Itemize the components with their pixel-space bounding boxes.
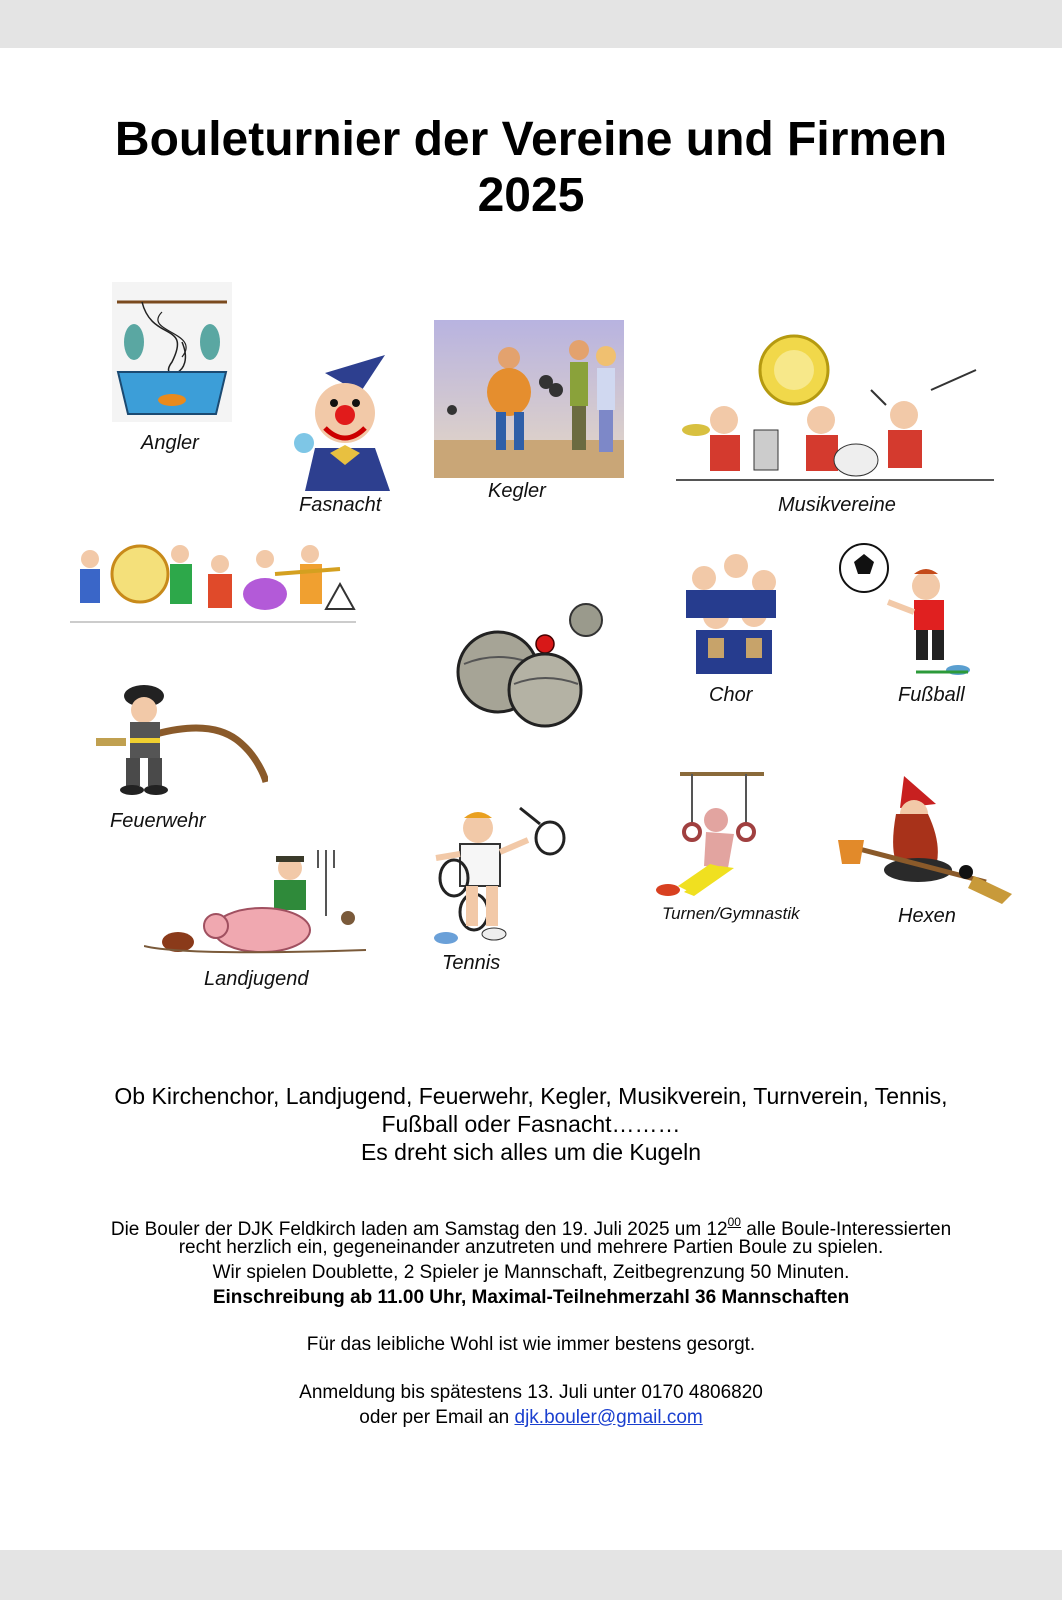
signup-email-prefix: oder per Email an bbox=[359, 1407, 515, 1428]
details-line-2: recht herzlich ein, gegeneinander anzutreten und mehrere Partien Boule zu spielen. bbox=[178, 1237, 884, 1258]
caption-landjugend: Landjugend bbox=[204, 968, 309, 990]
intro-line-1: Ob Kirchenchor, Landjugend, Feuerwehr, Kegler, Musikverein, Turnverein, Tennis, bbox=[114, 1083, 948, 1109]
turnen-illustration bbox=[654, 768, 766, 900]
flyer-title: Bouleturnier der Vereine und Firmen bbox=[114, 113, 948, 166]
caption-kegler: Kegler bbox=[488, 480, 546, 502]
angler-illustration bbox=[112, 282, 232, 422]
caption-feuerwehr: Feuerwehr bbox=[110, 810, 206, 832]
hexen-illustration bbox=[836, 768, 1012, 904]
feuerwehr-illustration bbox=[96, 678, 268, 798]
time-minutes: 00 bbox=[727, 1215, 741, 1229]
landjugend-illustration bbox=[144, 846, 366, 964]
signup-email-line bbox=[0, 1405, 1062, 1430]
intro-line-2: Fußball oder Fasnacht……… bbox=[381, 1111, 681, 1137]
caption-musikvereine: Musikvereine bbox=[778, 494, 896, 516]
intro-line-3: Es dreht sich alles um die Kugeln bbox=[360, 1139, 702, 1165]
details-line-1-start: Die Bouler der DJK Feldkirch laden am Samstag den 19. Juli 2025 um 12 bbox=[110, 1219, 728, 1240]
caption-tennis: Tennis bbox=[442, 952, 501, 974]
caption-fasnacht: Fasnacht bbox=[299, 494, 382, 516]
chor-illustration bbox=[678, 548, 782, 676]
email-link[interactable]: djk.bouler@gmail.com bbox=[514, 1407, 703, 1428]
catering-note: Für das leibliche Wohl ist wie immer bestens gesorgt. bbox=[306, 1334, 756, 1355]
signup-deadline: Anmeldung bis spätestens 13. Juli unter 0170 4806820 bbox=[299, 1382, 763, 1403]
caption-turnen: Turnen/Gymnastik bbox=[662, 904, 800, 923]
tennis-illustration bbox=[410, 800, 574, 948]
marching-band-illustration bbox=[70, 514, 356, 626]
details-line-3: Wir spielen Doublette, 2 Spieler je Mannschaft, Zeitbegrenzung 50 Minuten. bbox=[212, 1262, 850, 1283]
caption-chor: Chor bbox=[709, 684, 753, 706]
boule-balls-illustration bbox=[450, 580, 610, 730]
musikvereine-illustration bbox=[676, 330, 994, 486]
caption-hexen: Hexen bbox=[898, 905, 956, 927]
registration-note-text: Einschreibung ab 11.00 Uhr, Maximal-Teilnehmerzahl 36 Mannschaften bbox=[212, 1287, 850, 1308]
flyer-year: 2025 bbox=[477, 169, 585, 222]
flyer-page bbox=[0, 48, 1062, 1550]
caption-fussball: Fußball bbox=[898, 684, 965, 706]
registration-note bbox=[0, 1285, 1062, 1310]
fussball-illustration bbox=[838, 542, 978, 676]
caption-angler: Angler bbox=[141, 432, 199, 454]
details-line-1-end: alle Boule-Interessierten bbox=[740, 1219, 952, 1240]
kegler-illustration bbox=[434, 320, 624, 478]
fasnacht-illustration bbox=[290, 353, 400, 493]
